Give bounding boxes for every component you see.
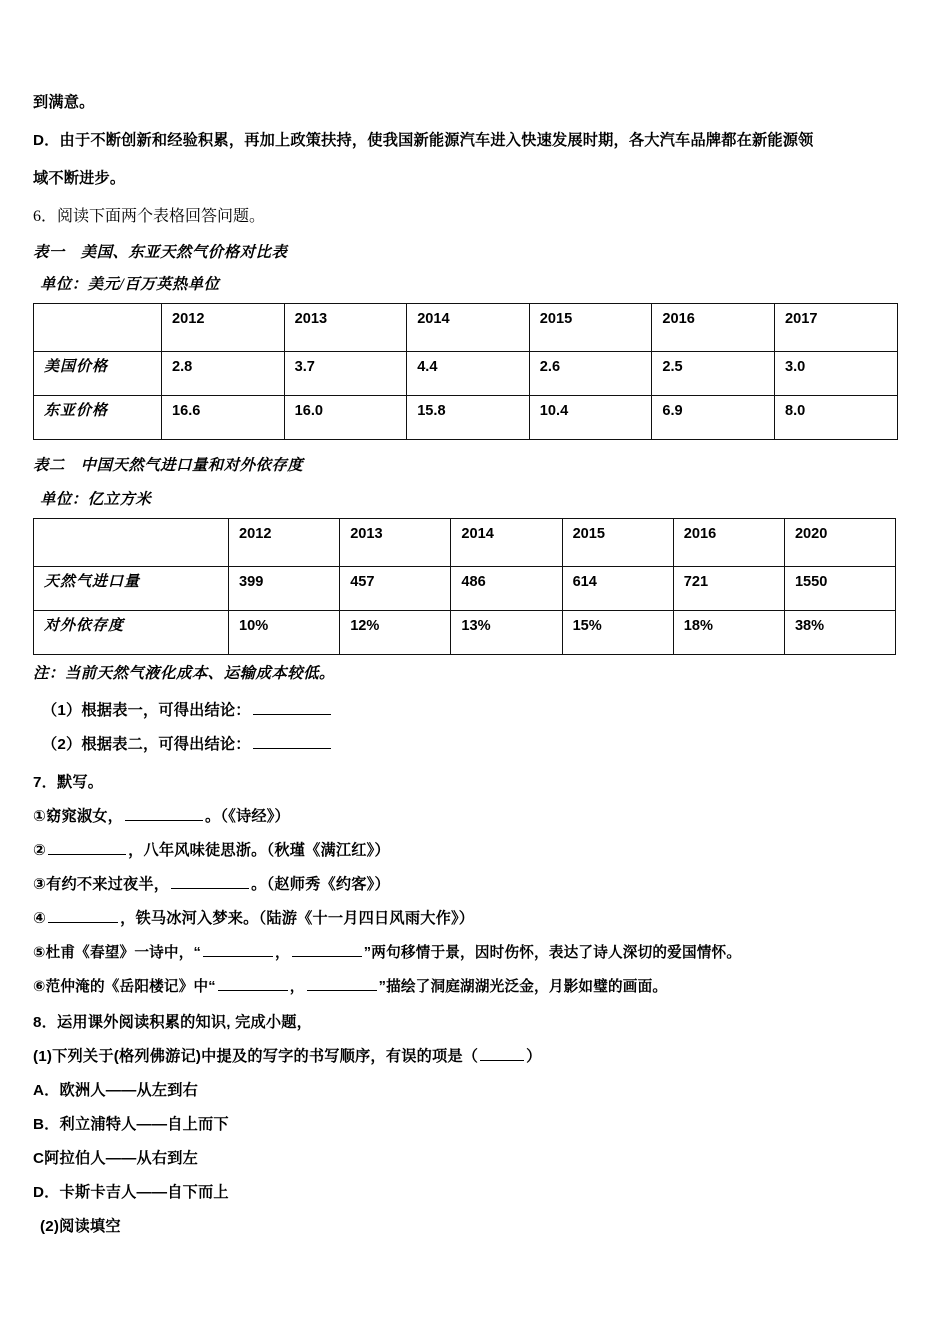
table-1-title: 表一 美国、东亚天然气价格对比表 (33, 244, 288, 261)
question-7-item-1 (33, 800, 290, 834)
table-1-col-header: 2013 (284, 304, 407, 352)
table-1-cell: 3.7 (284, 352, 407, 396)
table-1-row-label: 东亚价格 (34, 396, 162, 440)
item-text-before: 窈窕淑女， (46, 808, 123, 825)
table-note: 注：当前天然气液化成本、运输成本较低。 (33, 665, 335, 682)
question-6-sub-2-label: （2）根据表二，可得出结论： (42, 736, 251, 753)
table-1-cell: 10.4 (529, 396, 652, 440)
item-text-after: 。（赵师秀《约客》） (251, 876, 390, 893)
table-2-col-header: 2020 (784, 519, 895, 567)
answer-blank[interactable] (218, 976, 288, 991)
question-7-item-3 (33, 868, 390, 902)
table-2-cell: 38% (784, 611, 895, 655)
answer-blank[interactable] (292, 942, 362, 957)
table-2-unit: 单位：亿立方米 (40, 491, 152, 508)
question-7-item-5 (33, 936, 741, 970)
table-2-cell: 721 (673, 567, 784, 611)
table-2-cell: 13% (451, 611, 562, 655)
answer-blank[interactable] (125, 806, 203, 821)
question-6-stem: 6．阅读下面两个表格回答问题。 (33, 208, 266, 225)
table-2-col-header: 2016 (673, 519, 784, 567)
question-6-sub-1-label: （1）根据表一，可得出结论： (42, 702, 251, 719)
table-row (34, 519, 896, 567)
table-1-unit: 单位：美元/百万英热单位 (40, 276, 220, 293)
table-1-col-header: 2012 (162, 304, 285, 352)
table-1-col-header: 2016 (652, 304, 775, 352)
question-7-stem: 7．默写。 (33, 774, 104, 791)
item-text-after: ，八年风味徒思浙。（秋瑾《满江红》） (128, 842, 390, 859)
answer-blank[interactable] (480, 1046, 524, 1061)
table-row (34, 304, 898, 352)
table-row (34, 567, 896, 611)
item-marker: ⑤ (33, 945, 46, 961)
answer-blank[interactable] (203, 942, 273, 957)
table-1-col-header: 2014 (407, 304, 530, 352)
table-2-col-header: 2012 (229, 519, 340, 567)
item-text-middle: ， (275, 945, 290, 961)
table-1-cell: 4.4 (407, 352, 530, 396)
question-8-option-d[interactable]: D．卡斯卡吉人——自下而上 (33, 1184, 229, 1201)
table-1-cell: 3.0 (774, 352, 897, 396)
table-row (34, 611, 896, 655)
answer-blank[interactable] (253, 700, 331, 715)
table-2-cell: 12% (340, 611, 451, 655)
table-2-row-label: 对外依存度 (34, 611, 229, 655)
table-2-cell: 614 (562, 567, 673, 611)
table-2-corner-cell (34, 519, 229, 567)
table-1-cell: 2.8 (162, 352, 285, 396)
table-1-cell: 16.6 (162, 396, 285, 440)
item-text-after: 。（《诗经》） (205, 808, 290, 825)
item-text-before: 有约不来过夜半， (46, 876, 170, 893)
option-d-line-2: 域不断进步。 (33, 170, 126, 187)
table-1-row-label: 美国价格 (34, 352, 162, 396)
china-gas-import-table (33, 518, 896, 655)
question-7-item-2 (33, 834, 390, 868)
item-marker: ② (33, 842, 47, 859)
table-2-row-label: 天然气进口量 (34, 567, 229, 611)
item-marker: ③ (33, 876, 47, 893)
question-8-sub-1-label: (1)下列关于(格列佛游记)中提及的写字的书写顺序，有误的项是（ (33, 1048, 479, 1065)
question-8-option-a[interactable]: A．欧洲人——从左到右 (33, 1082, 199, 1099)
item-marker: ⑥ (33, 979, 46, 995)
table-1-col-header: 2015 (529, 304, 652, 352)
table-2-cell: 1550 (784, 567, 895, 611)
table-1-cell: 8.0 (774, 396, 897, 440)
item-text-before: 范仲淹的《岳阳楼记》中“ (45, 979, 216, 995)
question-8-sub-1-tail: ） (526, 1048, 542, 1065)
answer-blank[interactable] (307, 976, 377, 991)
question-8-option-b[interactable]: B．利立浦特人——自上而下 (33, 1116, 229, 1133)
answer-blank[interactable] (253, 734, 331, 749)
continuation-line: 到满意。 (33, 94, 95, 111)
question-6-sub-2 (42, 728, 333, 762)
table-row (34, 396, 898, 440)
item-text-before: 杜甫《春望》一诗中，“ (45, 945, 201, 961)
option-d-line-1: D．由于不断创新和经验积累，再加上政策扶持，使我国新能源汽车进入快速发展时期，各大汽车品牌都在新能源领 (33, 132, 814, 149)
item-text-after: ”两句移情于景，因时伤怀，表达了诗人深切的爱国情怀。 (363, 945, 742, 961)
top-fragment (33, 86, 917, 196)
question-8-sub-1 (33, 1040, 542, 1074)
natural-gas-price-table (33, 303, 898, 440)
table-2-cell: 486 (451, 567, 562, 611)
table-1-corner-cell (34, 304, 162, 352)
table-2-col-header: 2015 (562, 519, 673, 567)
table-row (34, 352, 898, 396)
table-1-cell: 6.9 (652, 396, 775, 440)
answer-blank[interactable] (48, 908, 118, 923)
table-2-cell: 18% (673, 611, 784, 655)
table-2-cell: 399 (229, 567, 340, 611)
table-1-cell: 16.0 (284, 396, 407, 440)
table-1-cell: 15.8 (407, 396, 530, 440)
item-marker: ① (33, 808, 47, 825)
item-text-after: ”描绘了洞庭湖湖光泛金，月影如璧的画面。 (378, 979, 668, 995)
item-text-after: ，铁马冰河入梦来。（陆游《十一月四日风雨大作》） (120, 910, 475, 927)
table-2-cell: 10% (229, 611, 340, 655)
table-1-cell: 2.5 (652, 352, 775, 396)
item-text-middle: ， (289, 979, 305, 995)
table-2-title: 表二 中国天然气进口量和对外依存度 (33, 457, 304, 474)
question-8-stem: 8．运用课外阅读积累的知识, 完成小题， (33, 1014, 313, 1031)
answer-blank[interactable] (171, 874, 249, 889)
question-7-item-6 (33, 970, 667, 1004)
table-2-cell: 15% (562, 611, 673, 655)
question-6-sub-1 (42, 694, 333, 728)
table-2-cell: 457 (340, 567, 451, 611)
item-marker: ④ (33, 910, 47, 927)
table-1-col-header: 2017 (774, 304, 897, 352)
question-8-option-c[interactable]: C阿拉伯人——从右到左 (33, 1150, 199, 1167)
table-2-col-header: 2014 (451, 519, 562, 567)
question-8-sub-2: (2)阅读填空 (40, 1218, 121, 1235)
table-2-col-header: 2013 (340, 519, 451, 567)
answer-blank[interactable] (48, 840, 126, 855)
question-7-item-4 (33, 902, 474, 936)
table-1-cell: 2.6 (529, 352, 652, 396)
